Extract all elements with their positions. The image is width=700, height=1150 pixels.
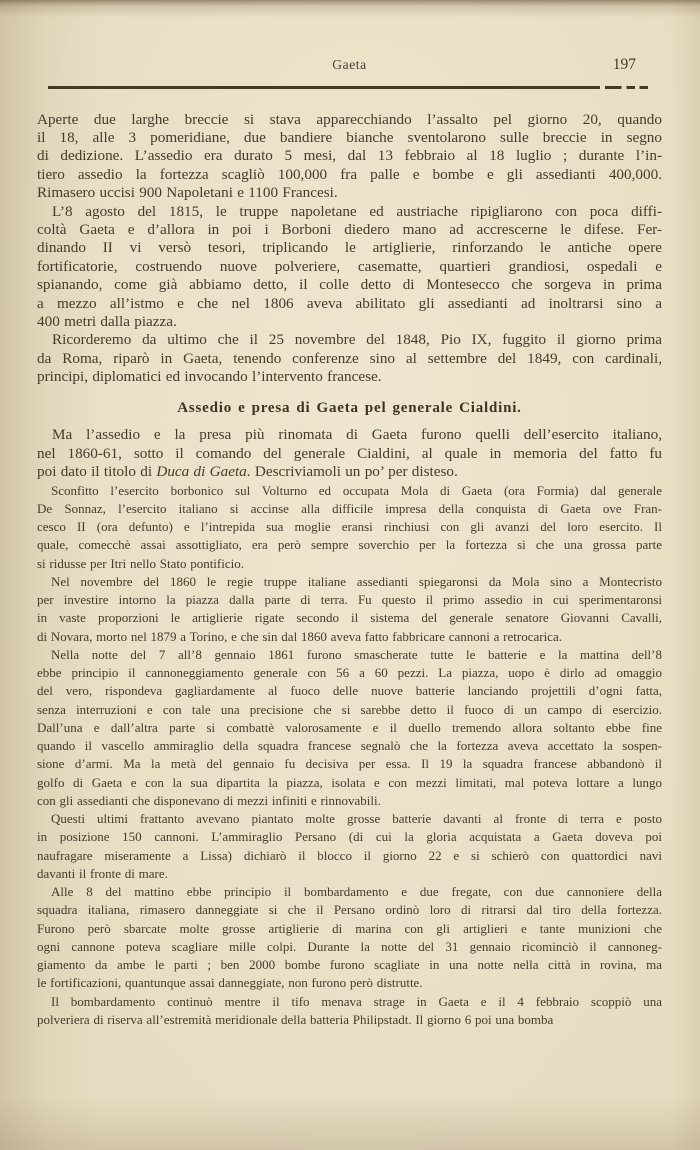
text-line: cesco II (ora defunto) e l’intrepida sua moglie eransi rinchiusi con gli avanzi del loro esercito. Il — [37, 519, 662, 535]
text-line: Ma l’assedio e la presa più rinomata di Gaeta furono quelli dell’esercito italiano, — [52, 426, 662, 444]
text-line: le fortificazioni, quantunque assai danneggiate, non furono però distrutte. — [37, 975, 423, 991]
text-line: davanti il fronte di mare. — [37, 865, 168, 881]
text-line: L’8 agosto del 1815, le truppe napoletane ed austriache ripigliarono con poca diffi- — [52, 202, 662, 220]
page-body — [37, 111, 662, 1030]
text-line: Furono però sbarcate molte grosse artiglierie di marina con gli artiglieri e tante munizioni che — [37, 920, 662, 936]
text-line: del vero, rispondeva gagliardamente al fuoco delle nuove batterie lanciando projettili d’ogni fatta, — [37, 683, 662, 699]
text-line: principi, diplomatici ed invocando l’intervento francese. — [37, 368, 382, 386]
text-line: dinando II vi versò tesori, triplicando le artiglierie, rinforzando le antiche opere — [37, 239, 662, 257]
text-line: Nel novembre del 1860 le regie truppe italiane assedianti spiegaronsi da Mola sino a Montecristo — [51, 573, 662, 589]
paragraph — [37, 111, 662, 203]
page-header — [37, 57, 662, 75]
page-number: 197 — [612, 56, 636, 73]
text-line: si ridusse per Itri nello Stato pontificio. — [37, 555, 244, 571]
text-line: Alle 8 del mattino ebbe principio il bombardamento e due fregate, con due cannoniere della — [51, 884, 662, 900]
book-page — [0, 57, 700, 1029]
text-line: Aperte due larghe breccie si stava apparecchiando l’assalto pel giorno 20, quando — [37, 110, 662, 128]
paragraph — [37, 646, 662, 810]
text-line: Il bombardamento continuò mentre il tifo menava strage in Gaeta e il 4 febbraio scoppiò una — [51, 993, 662, 1009]
paragraph — [37, 573, 662, 646]
text-line: a mezzo all’istmo e che nel 1806 aveva abilitato gli assedianti ad inoltrarsi sino a — [37, 294, 662, 312]
text-line: sione d’armi. Ma la metà del gennaio fu decisiva per essa. Il 19 la squadra francese abbandonò il — [37, 756, 662, 772]
text-line: ogni cannone poteva scagliare mille colpi. Durante la notte del 31 gennaio ricominciò il cannoneg- — [37, 938, 662, 954]
text-line: giamento da ambe le parti ; ben 2000 bombe furono scagliate in una notte nella città in rovina, ma — [37, 957, 662, 973]
paragraph — [37, 883, 662, 993]
paragraph — [37, 810, 662, 883]
text-line: quando il vascello ammiraglio della squadra francese segnalò che la fortezza aveva accettato la sospen- — [37, 738, 662, 754]
text-line: Rimasero uccisi 900 Napoletani e 1100 Francesi. — [37, 184, 338, 202]
text-line: spianando, come già abbiamo detto, il colle detto di Montesecco che sorgeva in prima — [37, 276, 662, 294]
italic-phrase: Duca di Gaeta — [156, 463, 247, 481]
section-heading: Assedio e presa di Gaeta pel generale Cialdini. — [177, 400, 522, 417]
text-line: De Sonnaz, l’esercito italiano si accinse alla difficile impresa della conquista di Gaeta ove Fran- — [37, 500, 662, 516]
text-line: coltà Gaeta e d’allora in poi i Borboni diedero mano ad accrescerne le difese. Fer- — [37, 220, 662, 238]
text-line: Ricorderemo da ultimo che il 25 novembre del 1848, Pio IX, fuggito il giorno prima — [52, 331, 662, 349]
text-line: nel 1860-61, sotto il comando del generale Cialdini, al quale in memoria del fatto fu — [37, 444, 662, 462]
paragraph — [37, 482, 662, 573]
text-line: squadra italiana, rimasero danneggiate si che il Persano ordinò loro di ritrarsi dal tiro della fortezza. — [37, 902, 662, 918]
text-line: Sconfitto l’esercito borbonico sul Volturno ed occupata Mola di Gaeta (ora Formia) dal generale — [51, 482, 662, 498]
text-line: Nella notte del 7 all’8 gennaio 1861 furono smascherate tutte le batterie e la mattina dell’8 — [51, 646, 662, 662]
text-line: senza interruzioni e con tale una precisione che si sarebbe detto il fuoco di un campo di esercizio. — [37, 701, 662, 717]
text-line: da Roma, riparò in Gaeta, tenendo conferenze sino al settembre del 1849, con cardinali, — [37, 349, 662, 367]
text-line: per investire intorno la piazza dalla parte di terra. Fu questo il primo assedio in cui sperimentaronsi — [37, 592, 662, 608]
paragraph — [37, 331, 662, 386]
text-line: naufragare miseramente a Lissa) dichiarò il blocco il giorno 22 e si schierò con quattordici navi — [37, 847, 662, 863]
text-line: quale, comecchè assai assottigliato, era però sempre soverchio per la fortezza si che una grossa parte — [37, 537, 662, 553]
paragraph — [37, 203, 662, 332]
text-line: Questi ultimi frattanto avevano piantato molte grosse batterie davanti al fronte di terra e posto — [51, 811, 662, 827]
paragraph — [37, 993, 662, 1030]
header-rule — [48, 86, 658, 89]
text-line: poi dato il titolo di Duca di Gaeta. Descriviamoli un po’ per disteso. — [37, 463, 458, 481]
text-line: 400 metri dalla piazza. — [37, 312, 177, 330]
text-line: con gli assedianti che disponevano di mezzi infiniti e rinnovabili. — [37, 792, 381, 808]
paragraph — [37, 426, 662, 481]
text-line: ebbe principio il cannoneggiamento generale con 56 a 60 pezzi. La piazza, uopo è dirlo ad omaggio — [37, 665, 662, 681]
text-line: golfo di Gaeta e con la sua dipartita la piazza, isolata e con mezzi limitati, mal poteva lottare a lungo — [37, 774, 662, 790]
text-line: in vaste proporzioni le artiglierie rigate secondo il sistema del generale senatore Giovanni Cavalli, — [37, 610, 662, 626]
text-line: il 18, alle 3 pomeridiane, due bandiere bianche sventolarono sulle breccie in segno — [37, 128, 662, 146]
text-line: fortificatorie, costruendo nuove polveriere, casematte, quartieri grandiosi, ospedali e — [37, 257, 662, 275]
text-line: tiero assedio la fortezza scagliò 100,000 fra palle e bombe e gli assedianti 400,000. — [37, 165, 662, 183]
text-line: di Novara, morto nel 1879 a Torino, e che sin dal 1860 aveva fatto fabbricare cannoni a retrocarica. — [37, 628, 562, 644]
text-line: polveriera di riserva all’estremità meridionale della batteria Philipstadt. Il giorno 6 poi una bomba — [37, 1011, 554, 1027]
running-head: Gaeta — [332, 57, 367, 72]
text-line: Dall’una e dall’altra parte si combattè valorosamente e il duello tremendo allora soltanto ebbe fine — [37, 719, 662, 735]
text-line: di dedizione. L’assedio era durato 5 mesi, dal 13 febbraio al 18 luglio ; durante l’in- — [37, 147, 662, 165]
text-line: in posizione 150 cannoni. L’ammiraglio Persano (di cui la gloria acquistata a Gaeta doveva poi — [37, 829, 662, 845]
